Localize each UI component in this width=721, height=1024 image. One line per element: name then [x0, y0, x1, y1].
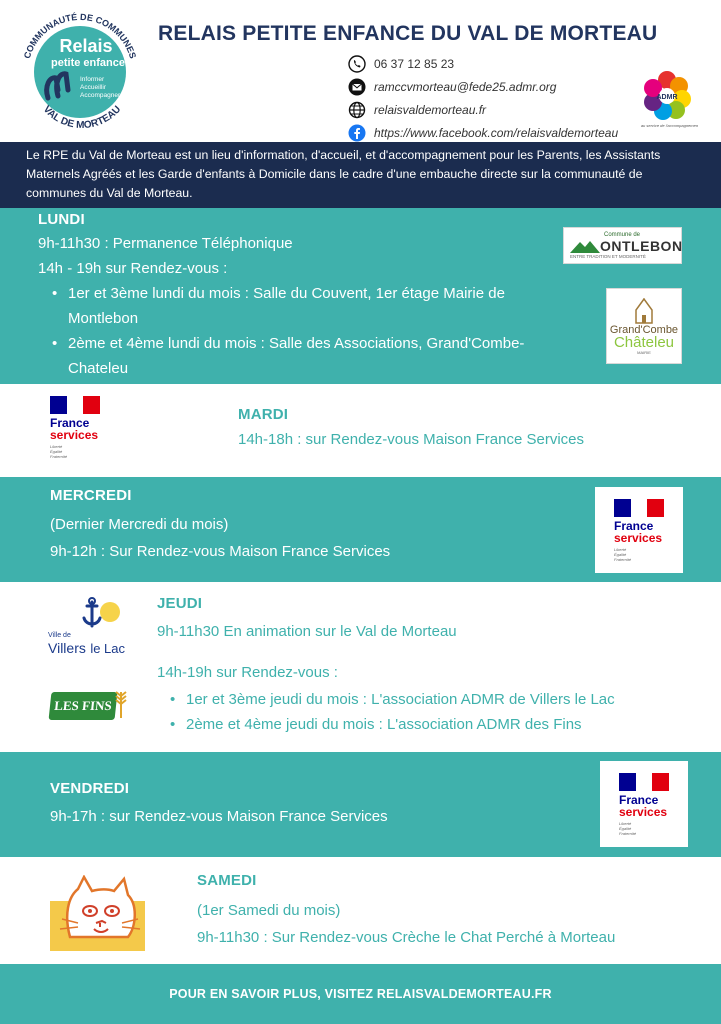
jeudi-title: JEUDI: [157, 595, 203, 612]
admr-text: ADMR: [656, 94, 678, 101]
jeudi-bullets: [156, 687, 696, 737]
fs-motto-2: Égalité: [619, 825, 632, 831]
section-mardi: [0, 384, 721, 477]
french-flag-icon: [614, 499, 664, 517]
fs-motto-1: Liberté: [614, 546, 627, 552]
lundi-title: LUNDI: [38, 211, 85, 228]
villers-line1: Ville de: [48, 632, 71, 639]
section-vendredi: [0, 752, 721, 857]
fs-motto-1: Liberté: [50, 444, 63, 449]
mercredi-line-2: 9h-12h : Sur Rendez-vous Maison France Services: [50, 543, 391, 560]
section-mercredi: [0, 477, 721, 582]
page-title: RELAIS PETITE ENFANCE DU VAL DE MORTEAU: [158, 22, 658, 45]
jeudi-bullet-2: • 2ème et 4ème jeudi du mois : L'association ADMR des Fins: [156, 712, 696, 737]
jeudi-line-1: 9h-11h30 En animation sur le Val de Morteau: [157, 623, 457, 640]
rpe-logo-graphic: [14, 6, 146, 138]
intro-banner: [0, 142, 721, 208]
anchor-icon: [74, 596, 124, 636]
contact-phone[interactable]: [348, 52, 648, 75]
lundi-bullets: [38, 281, 568, 381]
fs-line2: services: [619, 804, 668, 819]
fs-line2: services: [50, 428, 99, 442]
logo-arc-top: COMMUNAUTÉ DE COMMUNES: [21, 11, 139, 60]
france-services-logo-mardi: [50, 396, 110, 466]
chapel-icon: [633, 298, 655, 324]
fs-motto-2: Égalité: [50, 449, 63, 454]
cat-icon: [50, 875, 145, 951]
fs-line1: France: [614, 518, 654, 533]
contact-website[interactable]: [348, 98, 648, 121]
montlebon-logo: [563, 227, 682, 264]
wheat-icon: [112, 686, 130, 718]
logo-tag-3: Accompagner: [80, 92, 121, 99]
logo-tag-2: Accueillir: [80, 84, 107, 91]
footer-link[interactable]: POUR EN SAVOIR PLUS, VISITEZ RELAISVALDEMORTEAU.FR: [169, 987, 552, 1001]
mercredi-line-1: (Dernier Mercredi du mois): [50, 516, 229, 533]
section-samedi: [0, 857, 721, 964]
samedi-line-1: (1er Samedi du mois): [197, 902, 341, 919]
vendredi-title: VENDREDI: [50, 780, 130, 797]
fs-motto-3: Fraternité: [619, 830, 637, 836]
vendredi-line-1: 9h-17h : sur Rendez-vous Maison France Services: [50, 808, 388, 825]
footer-banner: [0, 964, 721, 1024]
fs-motto-1: Liberté: [619, 820, 632, 826]
fs-line1: France: [50, 416, 90, 430]
logo-name-line1: Relais: [59, 36, 113, 56]
phone-icon: [348, 55, 366, 73]
mardi-title: MARDI: [238, 406, 289, 423]
lesfins-text: LES FINS: [53, 698, 113, 713]
jeudi-line-2: 14h-19h sur Rendez-vous :: [157, 664, 338, 681]
villers-line2: Villers: [48, 640, 86, 656]
intro-text: Le RPE du Val de Morteau est un lieu d'information, d'accueil, et d'accompagnement pour les Parents, les Assistants Maternels Agréés et les Garde d'enfants à Domicile dans le cadre d'une embauche directe sur la communauté de communes du Val de Morteau.: [26, 148, 661, 200]
samedi-title: SAMEDI: [197, 872, 257, 889]
website-text: relaisvaldemorteau.fr: [374, 102, 487, 117]
french-flag-icon: [619, 773, 669, 791]
logo-tag-1: Informer: [80, 76, 105, 83]
mardi-line-1: 14h-18h : sur Rendez-vous Maison France Services: [238, 431, 584, 448]
fs-motto-2: Égalité: [614, 551, 627, 557]
villers-line3: le Lac: [90, 641, 126, 656]
fs-motto-3: Fraternité: [614, 556, 632, 562]
grandcombe-logo: [606, 288, 682, 364]
lundi-bullet-1: • 1er et 3ème lundi du mois : Salle du Couvent, 1er étage Mairie de Montlebon: [38, 281, 568, 331]
fs-line2: services: [614, 530, 663, 545]
facebook-text: https://www.facebook.com/relaisvaldemorteau: [374, 125, 619, 140]
montlebon-big: ONTLEBON: [600, 238, 683, 254]
chat-perche-logo: [50, 875, 145, 951]
grandcombe-sub: MAIRIE: [637, 349, 651, 355]
grandcombe-line1: Grand'Combe: [609, 323, 679, 336]
villers-logo: [48, 596, 128, 656]
montlebon-tagline: ENTRE TRADITION ET MODERNITÉ: [570, 254, 646, 259]
contact-facebook[interactable]: [348, 121, 648, 144]
grandcombe-line2: Châteleu: [613, 333, 675, 351]
france-services-logo-vendredi: [600, 761, 688, 847]
france-services-logo-mercredi: [595, 487, 683, 573]
phone-text: 06 37 12 85 23: [374, 56, 455, 71]
admr-slogan: au service de l'accompagnement: [640, 123, 698, 128]
logo-arc-bottom: VAL DE MORTEAU: [40, 103, 124, 132]
mercredi-title: MERCREDI: [50, 487, 132, 504]
lundi-line-1: 9h-11h30 : Permanence Téléphonique: [38, 235, 293, 252]
mountain-icon: [570, 239, 600, 253]
contact-list: [348, 52, 648, 144]
samedi-line-2: 9h-11h30 : Sur Rendez-vous Crèche le Chat Perché à Morteau: [197, 929, 616, 946]
admr-logo: [636, 66, 698, 130]
mail-icon: [348, 78, 366, 96]
french-flag-icon: [50, 396, 100, 414]
lesfins-logo: [50, 686, 130, 724]
fs-line1: France: [619, 792, 659, 807]
facebook-icon: [348, 124, 366, 142]
section-jeudi: [0, 582, 721, 752]
admr-flower-icon: [636, 66, 698, 130]
lundi-bullet-2: • 2ème et 4ème lundi du mois : Salle des Associations, Grand'Combe-Chateleu: [38, 331, 568, 381]
montlebon-small: Commune de: [604, 232, 641, 238]
lundi-line-2: 14h - 19h sur Rendez-vous :: [38, 260, 228, 277]
section-lundi: [0, 208, 721, 384]
email-text: ramccvmorteau@fede25.admr.org: [374, 79, 557, 94]
logo-name-line2: petite enfance: [51, 57, 125, 69]
rpe-logo: [14, 6, 146, 138]
globe-icon: [348, 101, 366, 119]
fs-motto-3: Fraternité: [50, 454, 68, 459]
jeudi-bullet-1: • 1er et 3ème jeudi du mois : L'association ADMR de Villers le Lac: [156, 687, 696, 712]
contact-email[interactable]: [348, 75, 648, 98]
